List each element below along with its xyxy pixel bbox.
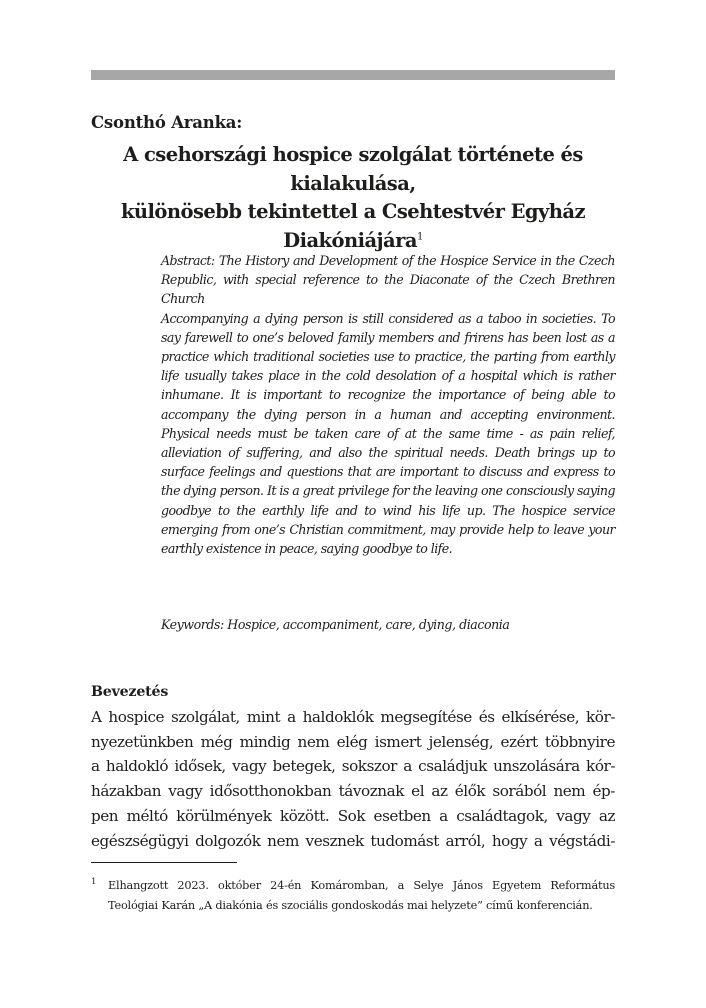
body-line: pen méltó körülmények között. Sok esetben a családtagok, vagy az	[91, 806, 615, 825]
title-footnote-ref: 1	[416, 231, 423, 242]
title-line-1: A csehországi hospice szolgálat története és kialakulása,	[123, 143, 583, 195]
footnote-divider	[91, 862, 237, 863]
body-line: A hospice szolgálat, mint a haldoklók megsegítése és elkísérése, kör-	[91, 708, 615, 726]
body-line: nyezetünkben még mindig nem elég ismert jelenség, ezért többnyire	[91, 732, 615, 751]
keywords: Keywords: Hospice, accompaniment, care, dying, diaconia	[161, 617, 510, 632]
section-heading: Bevezetés	[91, 684, 169, 700]
abstract-heading: Abstract: The History and Development of the Hospice Service in the Czech Republic, with special reference to the Diaconate of the Czech Brethren Church	[161, 253, 615, 307]
body-line: házakban vagy idősotthonokban távoznak el az élők sorából nem ép-	[91, 782, 615, 801]
footnote-text: Elhangzott 2023. október 24-én Komáromban, a Selye János Egyetem Református Teológiai Karán „A diakónia és szociális gondoskodás mai helyzete” című konferencián.	[108, 879, 615, 912]
footnote-mark: 1	[91, 877, 97, 887]
body-line: egészségügyi dolgozók nem vesznek tudomást arról, hogy a végstádi-	[91, 831, 615, 850]
body-line: a haldokló idősek, vagy betegek, sokszor a családjuk unszolására kór-	[91, 757, 615, 776]
author-name: Csonthó Aranka:	[91, 113, 243, 132]
footnote	[91, 876, 615, 915]
title-line-2: különösebb tekintettel a Csehtestvér Egyház	[120, 200, 586, 223]
header-bar	[91, 70, 615, 80]
body-paragraph	[91, 705, 615, 853]
abstract-body: Accompanying a dying person is still considered as a taboo in societies. To say farewell to one’s beloved family members and frirens has been lost as a practice which traditional societies use to practice, the parting from earthly life usually takes place in the cold desolation of a hospital which is rather inhumane. It is important to recognize the importance of being able to accompany the dying person in a human and accepting environment. Physical needs must be taken care of at the same time - as pain relief, alleviation of suffering, and also the spiritual needs. Death brings up to surface feelings and questions that are important to discuss and express to the dying person. It is a great privilege for the leaving one consciously saying goodbye to the earthly life and to wind his life up. The hospice service emerging from one’s Christian commitment, may provide help to leave your earthly existence in peace, saying goodbye to life.	[161, 310, 615, 557]
abstract	[161, 251, 615, 558]
title-line-3: Diakóniájára	[283, 228, 417, 252]
article-title	[76, 141, 630, 255]
